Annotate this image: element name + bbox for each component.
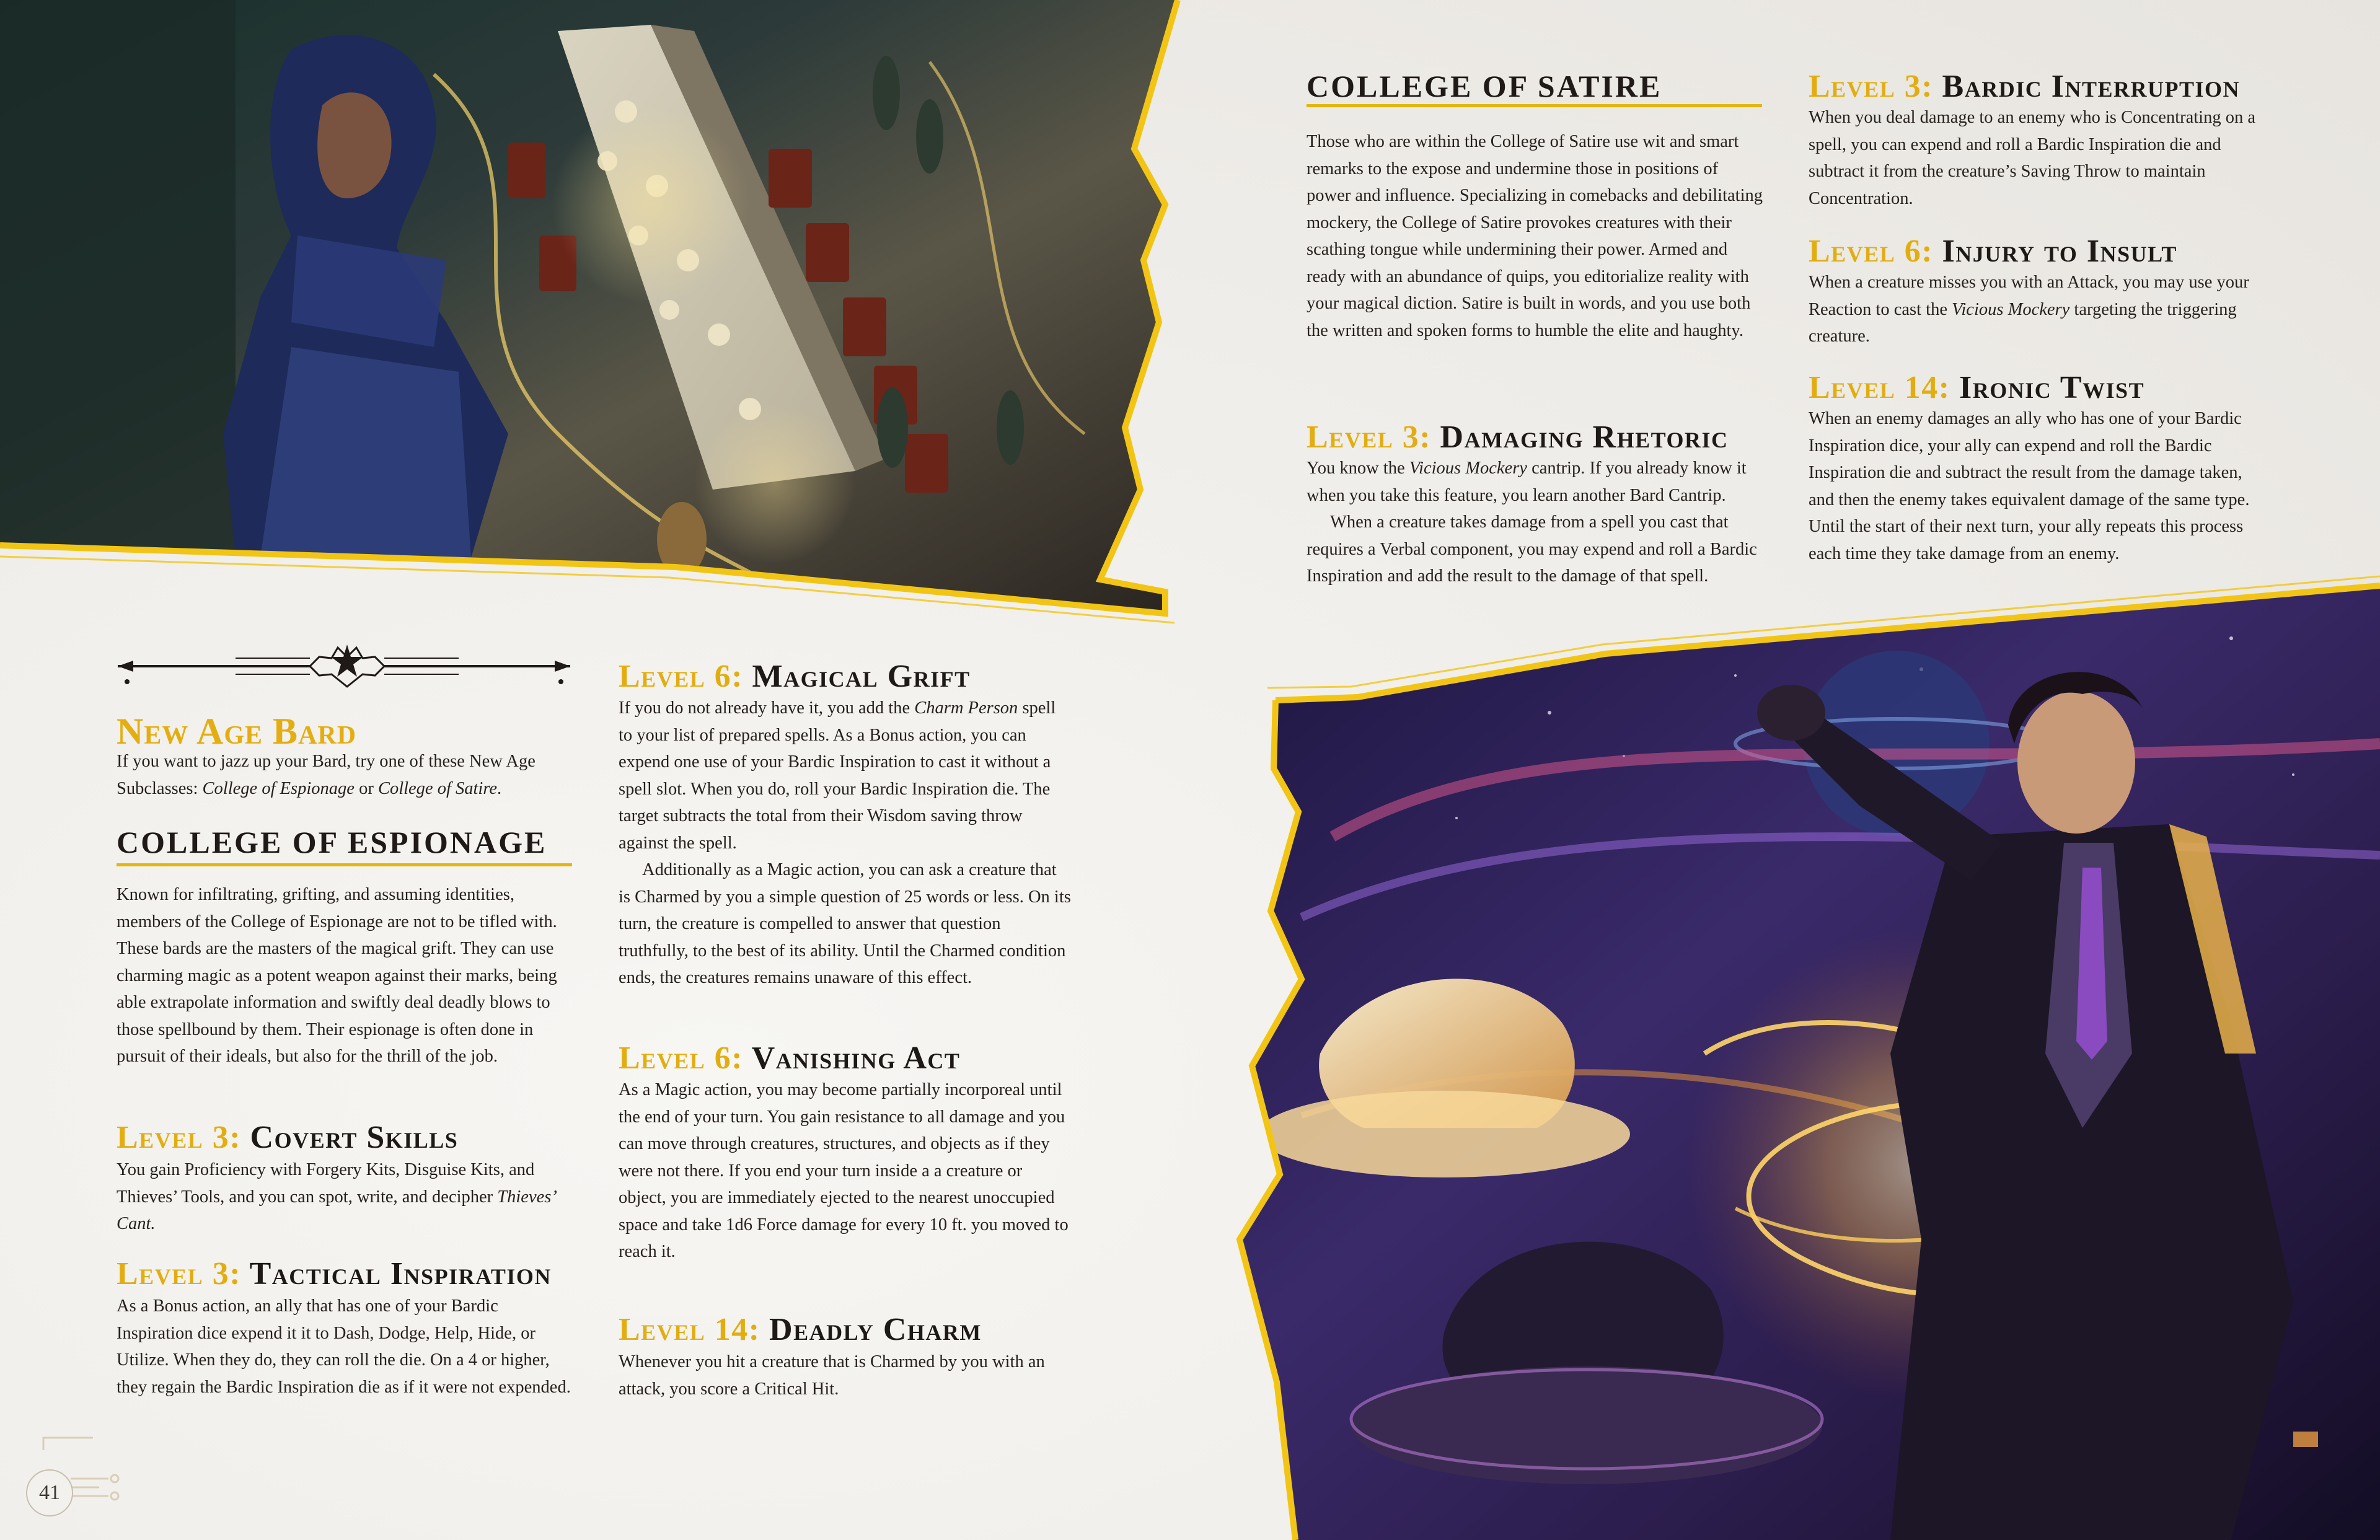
grift-p1-italic: Charm Person bbox=[914, 698, 1018, 718]
bardic-interruption-text bbox=[1809, 104, 2267, 212]
ironic-twist-level: Level 14: bbox=[1809, 370, 1950, 405]
ironic-twist-body: When an enemy damages an ally who has one of your Bardic Inspiration dice, your ally can expend and roll the Bardic Inspiration die and subtract the result from the damage taken, and then the enemy takes equivalent damage of the same type. Until the start of their next turn, your ally repeats this process each time they take damage from an enemy. bbox=[1809, 409, 2250, 563]
damaging-rhetoric-heading bbox=[1307, 420, 1729, 455]
rhetoric-p1-a: You know the bbox=[1307, 459, 1409, 478]
rhetoric-p2: When a creature takes damage from a spell you cast that requires a Verbal component, you may expend and roll a Bardic Inspiration and add the result to the damage of that spell. bbox=[1307, 513, 1757, 586]
insult-italic: Vicious Mockery bbox=[1952, 299, 2070, 319]
injury-to-insult-text bbox=[1809, 269, 2267, 350]
satire-body-text: Those who are within the College of Satire use wit and smart remarks to the expose and undermine those in positions of power and influence. Specializing in comebacks and debilitating mockery, the College of Satire provokes creatures with their scathing tongue while undermining their power. Armed and ready with an abundance of quips, you editorialize reality with your magical diction. Satire is built in words, and you use both the written and spoken forms to humble the elite and haughty. bbox=[1307, 132, 1763, 340]
tactical-inspiration-heading bbox=[117, 1257, 552, 1291]
bardic-interruption-body: When you deal damage to an enemy who is Concentrating on a spell, you can expend and roll a Bardic Inspiration die and subtract it from the creature’s Saving Throw to maintain Concentration. bbox=[1809, 108, 2255, 208]
deadly-charm-level: Level 14: bbox=[619, 1312, 760, 1347]
tactical-inspiration-text bbox=[117, 1293, 572, 1401]
ornament-divider bbox=[118, 645, 570, 687]
ironic-twist-heading bbox=[1809, 371, 2144, 405]
deadly-charm-heading bbox=[619, 1313, 982, 1347]
magical-grift-level: Level 6: bbox=[619, 659, 744, 694]
satire-heading: COLLEGE OF SATIRE bbox=[1307, 69, 1662, 103]
satire-artwork bbox=[1240, 583, 2380, 1540]
covert-skills-level: Level 3: bbox=[117, 1120, 242, 1155]
intro-paragraph bbox=[117, 748, 563, 802]
covert-skills-heading bbox=[117, 1120, 458, 1155]
magical-grift-heading bbox=[619, 659, 971, 694]
damaging-rhetoric-name: Damaging Rhetoric bbox=[1440, 420, 1729, 455]
espionage-body-text: Known for infiltrating, grifting, and assuming identities, members of the College of Espionage are not to be tifled with. These bards are the masters of the magical grift. They can use charming magic as a potent weapon against their marks, being able extrapolate information and swiftly deal deadly blows to those spellbound by them. Their espionage is often done in pursuit of their ideals, but also for the thrill of the job. bbox=[117, 885, 557, 1066]
vanishing-act-text bbox=[619, 1076, 1071, 1265]
satire-heading-rule bbox=[1307, 104, 1762, 107]
bardic-interruption-name: Bardic Interruption bbox=[1942, 69, 2240, 104]
intro-end: . bbox=[497, 778, 502, 798]
espionage-artwork bbox=[0, 0, 1178, 620]
tactical-inspiration-body: As a Bonus action, an ally that has one of your Bardic Inspiration dice expend it it to Dash, Dodge, Help, Hide, or Utilize. When they do, they can roll the die. On a 4 or higher, they regain the Bardic Inspiration die as if it were not expended. bbox=[117, 1296, 571, 1397]
damaging-rhetoric-level: Level 3: bbox=[1307, 420, 1432, 455]
covert-skills-italic: Thieves’ Cant. bbox=[117, 1187, 555, 1233]
espionage-heading-rule bbox=[117, 863, 572, 866]
covert-skills-text bbox=[117, 1156, 572, 1238]
tactical-inspiration-name: Tactical Inspiration bbox=[249, 1256, 552, 1291]
bardic-interruption-level: Level 3: bbox=[1809, 69, 1934, 104]
injury-to-insult-heading bbox=[1809, 234, 2177, 269]
insult-text-b: targeting the triggering creature. bbox=[1809, 299, 2237, 346]
vanishing-act-heading bbox=[619, 1041, 960, 1076]
magical-grift-text bbox=[619, 695, 1071, 992]
grift-p2: Additionally as a Magic action, you can ask a creature that is Charmed by you a simple question of 25 words or less. On its turn, the creature is compelled to answer that question truthfully, to the best of its ability. Until the Charmed condition ends, the creatures remains unaware of this effect. bbox=[619, 860, 1071, 987]
ironic-twist-text bbox=[1809, 405, 2267, 567]
intro-text: If you want to jazz up your Bard, try one of these New Age Subclasses: bbox=[117, 752, 536, 798]
rhetoric-p1-b: cantrip. If you already know it when you take this feature, you learn another Bard Cantrip. bbox=[1307, 459, 1747, 505]
deadly-charm-name: Deadly Charm bbox=[769, 1312, 982, 1347]
page-number: 41 bbox=[26, 1469, 73, 1516]
espionage-body bbox=[117, 881, 572, 1070]
rhetoric-p1-italic: Vicious Mockery bbox=[1409, 459, 1527, 478]
covert-skills-body: You gain Proficiency with Forgery Kits, Disguise Kits, and Thieves’ Tools, and you can spot, write, and decipher bbox=[117, 1160, 535, 1207]
ironic-twist-name: Ironic Twist bbox=[1959, 370, 2145, 405]
espionage-heading: COLLEGE OF ESPIONAGE bbox=[117, 825, 547, 860]
grift-p1-a: If you do not already have it, you add the bbox=[619, 698, 915, 718]
vanishing-act-body: As a Magic action, you may become partially incorporeal until the end of your turn. You gain resistance to all damage and you can move through creatures, structures, and objects as if they were not there. If you end your turn inside a a creature or object, you are immediately ejected to the nearest unoccupied space and take 1d6 Force damage for every 10 ft. you moved to reach it. bbox=[619, 1080, 1069, 1261]
bardic-interruption-heading bbox=[1809, 69, 2240, 104]
covert-skills-name: Covert Skills bbox=[250, 1120, 459, 1155]
injury-to-insult-level: Level 6: bbox=[1809, 234, 1934, 269]
satire-body bbox=[1307, 128, 1765, 344]
grift-p1-b: spell to your list of prepared spells. As a Bonus action, you can expend one use of your Bardic Inspiration to cast it without a spell slot. When you do, roll your Bardic Inspiration die. The target subtracts the total from their Wisdom saving throw against the spell. bbox=[619, 698, 1056, 853]
insult-text-a: When a creature misses you with an Attack, you may use your Reaction to cast the bbox=[1809, 273, 2249, 319]
damaging-rhetoric-text bbox=[1307, 455, 1765, 590]
new-age-bard-title: New Age Bard bbox=[117, 711, 357, 752]
deadly-charm-text bbox=[619, 1349, 1071, 1402]
intro-conjunction: or bbox=[354, 778, 378, 798]
injury-to-insult-name: Injury to Insult bbox=[1942, 234, 2177, 269]
tactical-inspiration-level: Level 3: bbox=[117, 1256, 242, 1291]
vanishing-act-level: Level 6: bbox=[619, 1041, 744, 1076]
deadly-charm-body: Whenever you hit a creature that is Charmed by you with an attack, you score a Critical Hit. bbox=[619, 1352, 1045, 1399]
intro-subclass-satire: College of Satire bbox=[377, 778, 498, 798]
intro-subclass-espionage: College of Espionage bbox=[202, 778, 355, 798]
vanishing-act-name: Vanishing Act bbox=[751, 1041, 961, 1076]
magical-grift-name: Magical Grift bbox=[752, 659, 971, 694]
